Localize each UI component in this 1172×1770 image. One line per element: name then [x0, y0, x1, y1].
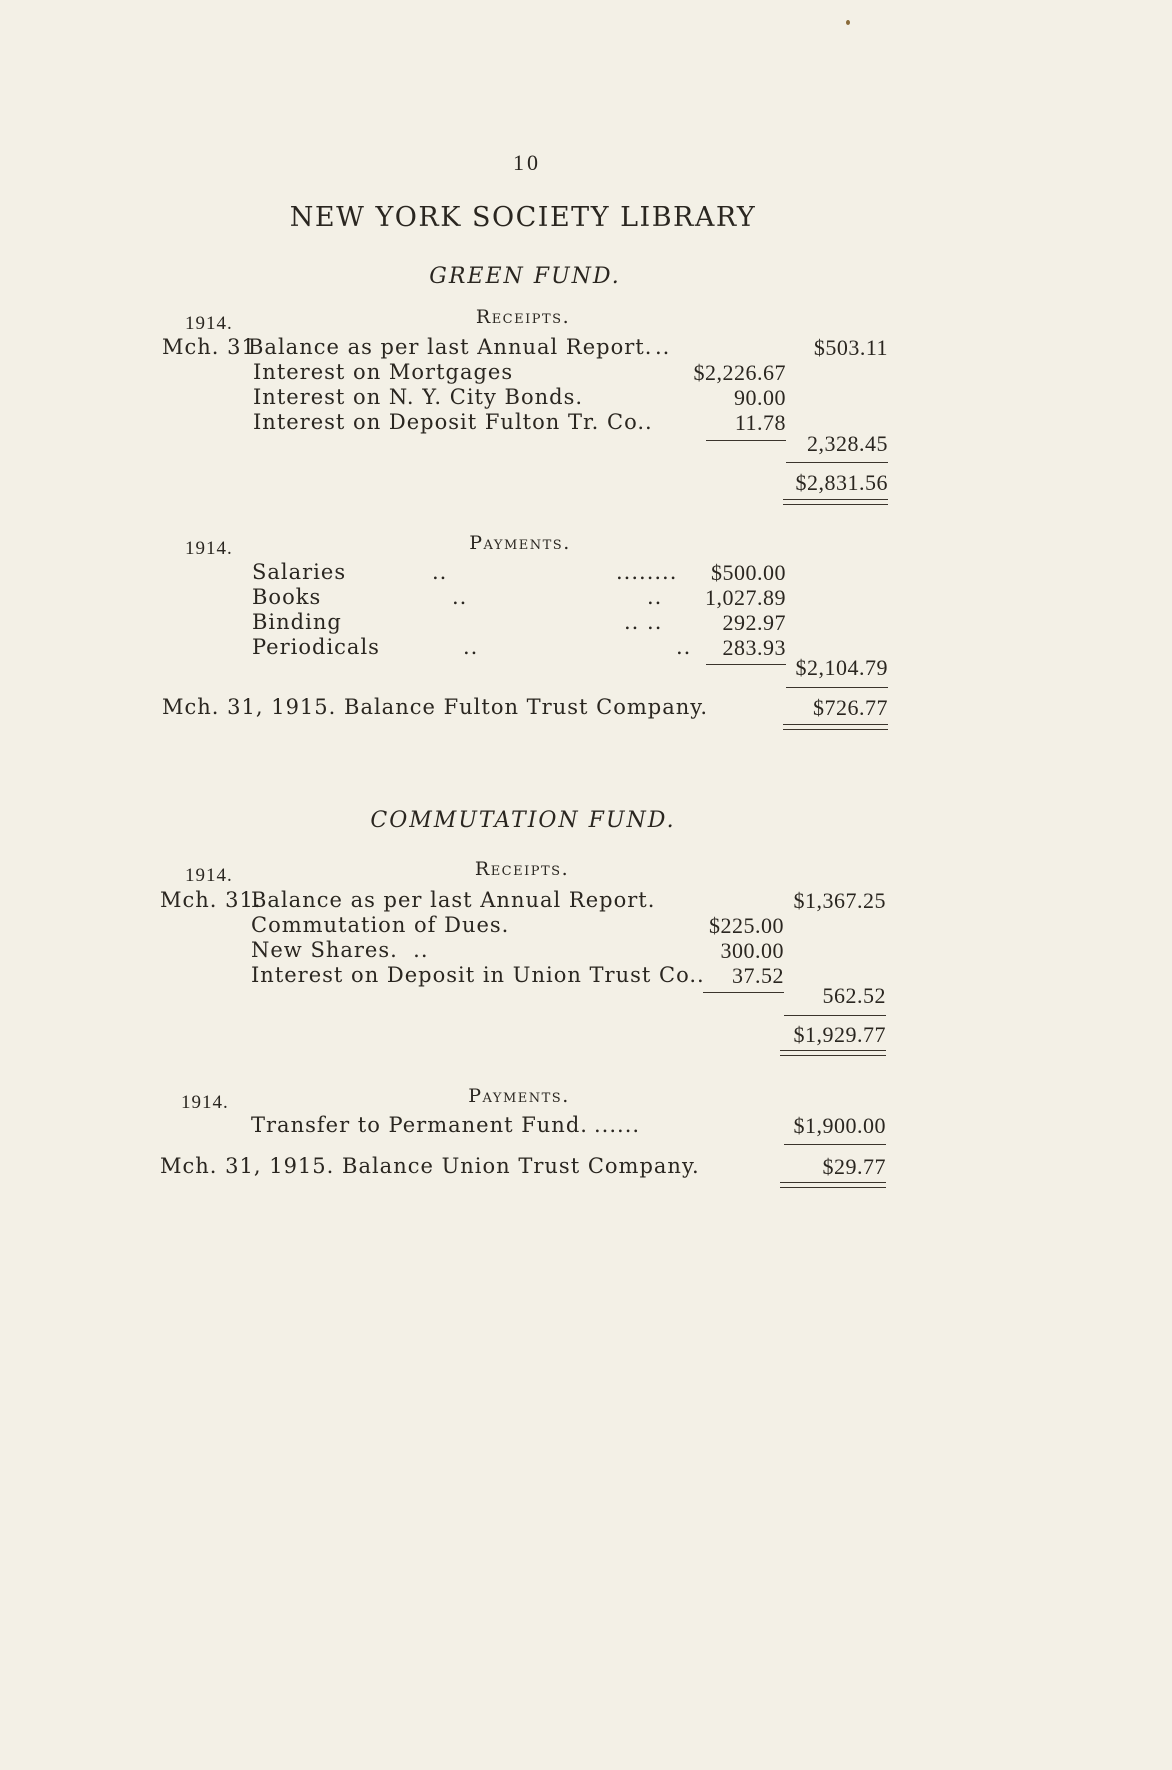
green-payment-amount: $500.00 — [711, 560, 786, 585]
commutation-receipt-amount: 300.00 — [720, 938, 784, 963]
green-receipts-year: 1914. — [185, 313, 233, 334]
green-receipt-label: Interest on N. Y. City Bonds. — [253, 385, 584, 409]
commutation-payments-year: 1914. — [181, 1092, 229, 1113]
green-receipts-heading: Receipts. — [475, 306, 571, 328]
commutation-balance-amount: $1,367.25 — [793, 888, 886, 913]
green-fund-title: GREEN FUND. — [429, 264, 621, 289]
green-payments-sum-rule — [706, 664, 786, 665]
commutation-receipts-heading: Receipts. — [474, 858, 570, 880]
commutation-closing-label: Mch. 31, 1915. Balance Union Trust Company. — [160, 1154, 700, 1178]
green-receipt-amount: $2,226.67 — [693, 360, 786, 385]
green-payment-label: Books — [252, 585, 322, 609]
commutation-payment-leader: ...... — [594, 1113, 641, 1137]
green-payment-leader: .. — [647, 585, 663, 609]
commutation-closing-double-rule — [780, 1182, 886, 1188]
green-payment-dots: .. — [463, 635, 479, 659]
green-receipt-label: Interest on Mortgages — [253, 360, 514, 384]
commutation-payments-heading: Payments. — [468, 1085, 570, 1107]
page-number: 10 — [513, 150, 541, 175]
green-receipts-double-rule — [783, 499, 888, 505]
green-payment-dots: .. — [452, 585, 468, 609]
commutation-receipts-total: $1,929.77 — [793, 1022, 886, 1047]
green-payment-amount: 283.93 — [722, 635, 786, 660]
green-payments-heading: Payments. — [469, 532, 571, 554]
commutation-receipts-sum-rule — [703, 992, 784, 993]
commutation-receipt-amount: 37.52 — [732, 963, 784, 988]
commutation-payment-amount: $1,900.00 — [793, 1113, 886, 1138]
commutation-receipts-year: 1914. — [185, 865, 233, 886]
green-receipt-amount: 90.00 — [734, 385, 786, 410]
commutation-receipt-label: Commutation of Dues. — [251, 913, 510, 937]
green-closing-label: Mch. 31, 1915. Balance Fulton Trust Company. — [162, 695, 709, 719]
commutation-payment-label: Transfer to Permanent Fund. — [251, 1113, 588, 1137]
green-receipts-total: $2,831.56 — [795, 470, 888, 495]
green-receipt-label: Interest on Deposit Fulton Tr. Co.. — [253, 410, 653, 434]
green-closing-amount: $726.77 — [813, 695, 888, 720]
commutation-payments-total-rule — [784, 1144, 886, 1145]
commutation-receipt-amount: $225.00 — [709, 913, 784, 938]
green-receipt-amount: 11.78 — [734, 410, 786, 435]
commutation-receipts-total-rule — [784, 1015, 886, 1016]
green-closing-double-rule — [783, 724, 888, 730]
green-payment-amount: 1,027.89 — [705, 585, 786, 610]
commutation-balance-label: Balance as per last Annual Report. — [251, 888, 656, 912]
commutation-receipts-double-rule — [780, 1050, 886, 1056]
green-payments-year: 1914. — [185, 538, 233, 559]
green-balance-label: Balance as per last Annual Report. — [248, 335, 653, 359]
green-receipts-sum-rule — [706, 440, 786, 441]
green-payment-leader: .. .. — [624, 610, 663, 634]
commutation-receipt-label: Interest on Deposit in Union Trust Co.. — [251, 963, 705, 987]
page-header: NEW YORK SOCIETY LIBRARY — [289, 202, 757, 233]
green-balance-amount: $503.11 — [813, 335, 888, 360]
paper-speck — [846, 20, 850, 25]
green-payment-amount: 292.97 — [722, 610, 786, 635]
green-payment-leader: ........ — [616, 560, 678, 584]
commutation-fund-title: COMMUTATION FUND. — [370, 808, 676, 833]
green-payment-label: Periodicals — [252, 635, 380, 659]
commutation-closing-amount: $29.77 — [822, 1154, 886, 1179]
green-payment-label: Binding — [252, 610, 342, 634]
commutation-receipts-subtotal: 562.52 — [822, 983, 886, 1008]
commutation-receipt-label: New Shares. .. — [251, 938, 429, 962]
commutation-receipts-date: Mch. 31. — [160, 888, 262, 912]
green-balance-dots: .. — [655, 335, 671, 359]
green-receipts-total-rule — [786, 462, 888, 463]
green-payment-leader: .. — [676, 635, 692, 659]
green-receipts-subtotal: 2,328.45 — [807, 431, 888, 456]
green-payment-dots: .. — [432, 560, 448, 584]
green-payments-total: $2,104.79 — [795, 655, 888, 680]
green-receipts-date: Mch. 31 — [162, 335, 256, 359]
green-payments-total-rule — [786, 687, 888, 688]
green-payment-label: Salaries — [252, 560, 347, 584]
